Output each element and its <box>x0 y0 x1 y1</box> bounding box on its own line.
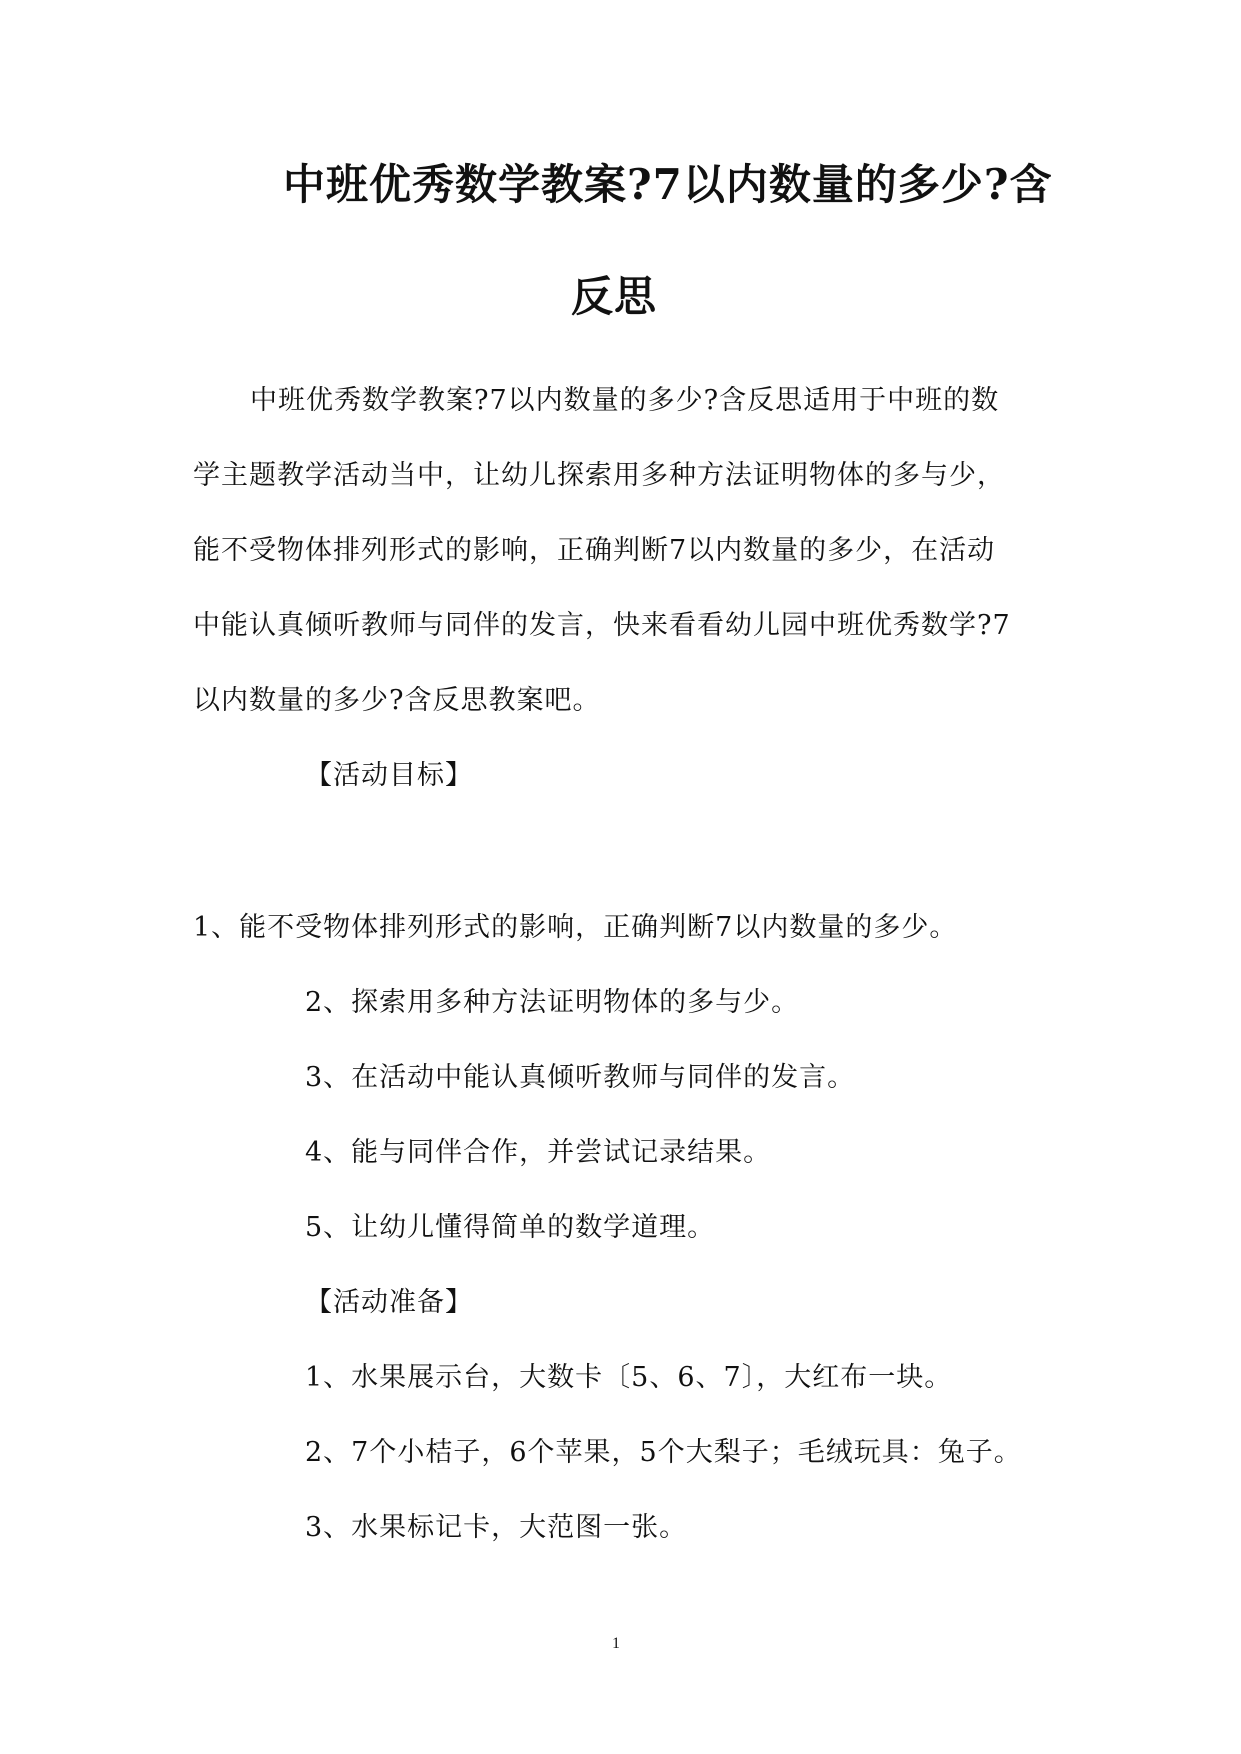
intro-line-3: 能不受物体排列形式的影响，正确判断7以内数量的多少，在活动 <box>193 535 996 566</box>
goal-item-2: 2、探索用多种方法证明物体的多与少。 <box>305 987 800 1018</box>
page-number: 1 <box>612 1635 620 1652</box>
goal-item-4: 4、能与同伴合作，并尝试记录结果。 <box>305 1137 772 1168</box>
prep-item-3: 3、水果标记卡，大范图一张。 <box>305 1512 688 1543</box>
goal-item-1: 1、能不受物体排列形式的影响，正确判断7以内数量的多少。 <box>193 912 958 943</box>
goal-item-3: 3、在活动中能认真倾听教师与同伴的发言。 <box>305 1062 856 1093</box>
document-title-line-1: 中班优秀数学教案?7以内数量的多少?含 <box>283 160 1053 209</box>
section-heading-prep: 【活动准备】 <box>305 1287 473 1318</box>
document-title-line-2: 反思 <box>571 272 658 321</box>
prep-item-2: 2、7个小桔子，6个苹果，5个大梨子；毛绒玩具：兔子。 <box>305 1437 1022 1468</box>
intro-line-1: 中班优秀数学教案?7以内数量的多少?含反思适用于中班的数 <box>250 385 1000 416</box>
prep-item-1: 1、水果展示台，大数卡〔5、6、7〕，大红布一块。 <box>305 1362 953 1393</box>
section-heading-goals: 【活动目标】 <box>305 760 473 791</box>
goal-item-5: 5、让幼儿懂得简单的数学道理。 <box>305 1212 716 1243</box>
intro-line-2: 学主题教学活动当中，让幼儿探索用多种方法证明物体的多与少， <box>193 460 1005 491</box>
intro-line-5: 以内数量的多少?含反思教案吧。 <box>193 685 601 716</box>
intro-line-4: 中能认真倾听教师与同伴的发言，快来看看幼儿园中班优秀数学?7 <box>193 610 1011 641</box>
